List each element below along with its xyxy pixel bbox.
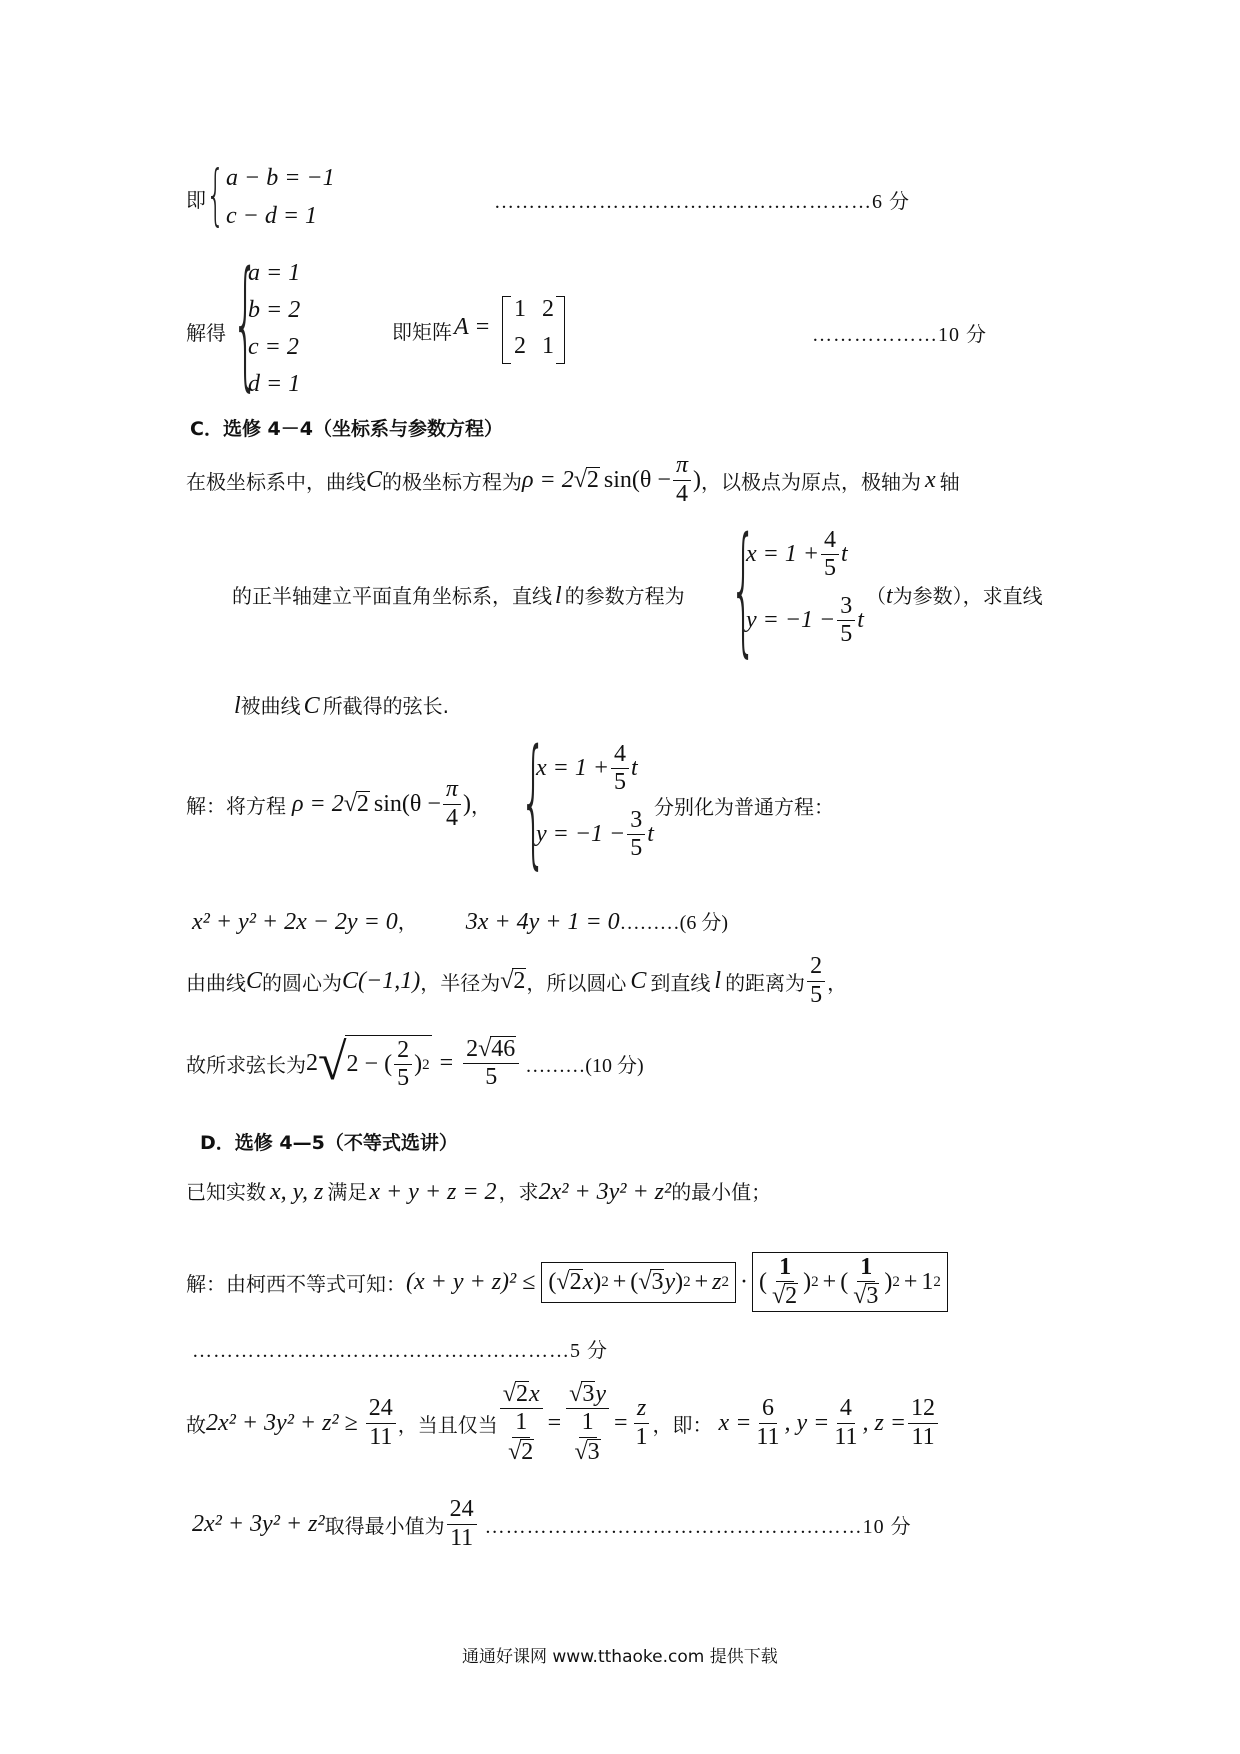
target: 2x² + 3y² + z²	[538, 1179, 672, 1205]
den: 5	[810, 981, 823, 1008]
frac-cond-1	[500, 1381, 543, 1465]
pi: π	[443, 777, 461, 804]
den: 5	[397, 1065, 410, 1091]
rho-eq: ρ = 2	[292, 790, 344, 817]
sqrt-radicand: 2	[569, 1268, 582, 1295]
section-c-title: C．选修 4－4（坐标系与参数方程）	[190, 418, 503, 440]
num	[463, 1036, 519, 1064]
inner-frac	[572, 1410, 604, 1464]
t: t	[886, 583, 893, 609]
param-x-eq	[746, 528, 848, 581]
x-var: x	[924, 466, 936, 493]
brace-icon: {	[730, 508, 757, 671]
text: 轴	[939, 469, 960, 494]
num: 4	[821, 528, 839, 555]
frac-2-5	[394, 1038, 412, 1091]
frac-4-5	[821, 528, 839, 581]
score: ………(10 分)	[525, 1054, 644, 1077]
num: z	[634, 1396, 649, 1423]
y-eq: y = −1 −	[536, 821, 626, 848]
frac-4-5	[611, 742, 629, 795]
sqrt-symbol: √	[502, 1381, 516, 1408]
den: 5	[824, 555, 837, 582]
four: 4	[445, 804, 458, 831]
text: 的最小值；	[671, 1180, 772, 1204]
x-eq: x = 1 +	[746, 541, 820, 568]
min-line	[192, 1494, 912, 1554]
section-d-title: D．选修 4—5（不等式选讲）	[200, 1132, 458, 1154]
num: 24	[366, 1396, 396, 1423]
matrix-label: 即矩阵	[392, 320, 452, 344]
result-frac	[463, 1036, 519, 1090]
text: 故所求弦长为	[186, 1052, 306, 1077]
frac-24-11	[366, 1396, 396, 1449]
brace-icon: {	[232, 242, 259, 405]
y-val: , y =	[784, 1409, 830, 1436]
pi: π	[673, 453, 691, 480]
sqrt-radicand: 3	[587, 1438, 600, 1465]
comma: ，	[827, 970, 848, 995]
geq-line: 故 2x² + 3y² + z² ≥ $\frac{24}{11}$ ，当且仅当 $\frac{√2x}{\frac{1}{√2}}$ = $\frac{√3y}{\frac{1}{√3}}$ = $\frac{z}{1}$ ，即： x = $\frac{6}{11}$ , y = $\frac{4}{11}$ , z = $\frac{12}{11}$	[186, 1378, 940, 1468]
dot: ·	[739, 1268, 748, 1295]
frac	[850, 1255, 882, 1309]
text: 解：将方程	[186, 793, 286, 818]
sqrt-radicand: 2	[515, 1381, 528, 1408]
center-radius-line	[186, 950, 847, 1012]
geq: ≥	[344, 1409, 358, 1436]
sqrt-symbol: √	[853, 1283, 867, 1309]
den: 5	[630, 835, 643, 862]
num: 4	[611, 742, 629, 769]
sqrt-radicand: 3	[651, 1268, 664, 1295]
frac	[769, 1255, 801, 1309]
sin-open: sin(θ −	[373, 790, 441, 817]
t: t	[857, 607, 864, 634]
sqrt-radicand: 2	[356, 790, 369, 817]
num: 1	[776, 1255, 794, 1282]
center-point: C(−1,1)	[342, 967, 421, 994]
block2-score: ………………10 分	[812, 324, 987, 346]
one: 1	[921, 1268, 934, 1295]
t: t	[647, 821, 654, 848]
y-eq: y = −1 −	[746, 607, 836, 634]
sqrt-symbol: √	[478, 1035, 492, 1062]
block1-score: ………………………………………………6 分	[494, 191, 910, 213]
den: 11	[911, 1423, 935, 1450]
den: 1	[635, 1423, 648, 1450]
lhs: (x + y + z)²	[406, 1268, 517, 1295]
frac-4-11	[831, 1396, 860, 1449]
den	[567, 1409, 609, 1464]
score: ………(6 分)	[619, 912, 728, 934]
text: 解：由柯西不等式可知：	[186, 1271, 406, 1296]
matrix-cell: 2	[542, 296, 554, 322]
num: 1	[857, 1255, 875, 1282]
target: 2x² + 3y² + z²	[206, 1409, 339, 1436]
text: ，求	[498, 1180, 539, 1204]
line-l: l	[555, 583, 562, 609]
den: 5	[485, 1064, 498, 1090]
num: √2x	[500, 1381, 543, 1409]
inner-frac	[505, 1410, 537, 1464]
text: 的圆心为	[262, 970, 343, 995]
den	[500, 1409, 542, 1464]
sol-param-x-eq	[536, 742, 638, 795]
bracket-group-2: ( $\frac{1}{√2}$ ) 2 + ( $\frac{1}{√3}$ ) 2 + 1 2	[752, 1252, 948, 1312]
text: 的参数方程为	[564, 584, 685, 608]
block1-lead: 即	[186, 188, 206, 212]
num: √3y	[566, 1381, 609, 1409]
text: 在极坐标系中，曲线	[186, 469, 366, 494]
solution-c-line1	[186, 776, 491, 832]
bracket-group-1: ( √ 2 x ) 2 + ( √ 3 y ) 2 + z 2	[541, 1262, 736, 1303]
den: 11	[834, 1423, 858, 1450]
sqrt-symbol: √	[771, 1283, 786, 1309]
text: 的正半轴建立平面直角坐标系，直线	[232, 584, 552, 608]
num: 3	[837, 594, 855, 621]
num: 1	[579, 1410, 597, 1437]
num: 3	[627, 808, 645, 835]
block1-eq1: a − b = −1	[226, 165, 335, 191]
sol-d: d = 1	[248, 371, 301, 397]
curve-c: C	[246, 967, 263, 994]
block2-lead: 解得	[186, 321, 226, 345]
text: 到直线	[650, 970, 711, 995]
text: ，当且仅当	[397, 1412, 498, 1437]
den: 5	[840, 621, 853, 648]
text: 由曲线	[186, 970, 246, 995]
sol-a: a = 1	[248, 260, 301, 286]
line-l: l	[714, 967, 722, 994]
sqrt-symbol: √	[556, 1268, 570, 1295]
chord-line	[186, 1028, 644, 1098]
text: 满足	[327, 1180, 368, 1204]
sqrt-radicand: 2 − ( $\frac{2}{5}$ ) 2	[346, 1036, 430, 1091]
text: 的极坐标方程为	[382, 469, 523, 494]
close-paren: )	[462, 790, 471, 817]
den	[572, 1438, 604, 1465]
num: 1	[512, 1410, 530, 1437]
rho-eq: ρ = 2	[522, 466, 574, 493]
matrix-left-bracket	[502, 296, 511, 364]
vars: x, y, z	[270, 1179, 324, 1205]
sqrt-symbol: √	[569, 1381, 583, 1408]
frac-2-5	[807, 954, 825, 1007]
matrix-cell: 1	[542, 333, 554, 359]
den: 5	[614, 769, 627, 796]
den	[505, 1438, 537, 1465]
two: 2	[466, 1035, 479, 1062]
brace-icon: {	[206, 156, 225, 233]
block1-eq2: c − d = 1	[226, 203, 318, 229]
num: 2	[807, 954, 825, 981]
den: 11	[756, 1423, 780, 1450]
sin-open: sin(θ −	[603, 466, 671, 493]
matrix-cell: 2	[514, 333, 526, 359]
text: （	[866, 584, 886, 608]
cauchy-line	[186, 1250, 948, 1314]
text: ，以极点为原点，极轴为	[700, 469, 921, 494]
num: 2	[394, 1038, 412, 1065]
line-eq: 3x + 4y + 1 = 0	[465, 909, 620, 935]
sqrt-radicand: 2	[521, 1438, 534, 1465]
solution-c-after: 分别化为普通方程：	[654, 795, 834, 819]
brace-icon: {	[520, 720, 547, 883]
den	[769, 1282, 801, 1309]
leq: ≤	[522, 1268, 536, 1295]
section-d-problem	[186, 1176, 771, 1206]
sqrt-symbol: √	[343, 790, 357, 817]
x-val: x =	[718, 1409, 752, 1436]
sqrt-radicand: 46	[491, 1035, 516, 1062]
target: 2x² + 3y² + z²	[192, 1510, 325, 1537]
sqrt-radicand: 2	[586, 466, 599, 493]
close: )	[414, 1051, 423, 1077]
section-d-score1: ………………………………………………5 分	[192, 1340, 608, 1362]
sqrt-symbol: √	[500, 967, 514, 994]
sqrt-symbol: √	[318, 1034, 347, 1091]
frac-3-5	[837, 594, 855, 647]
text: ，即：	[652, 1412, 713, 1437]
score: ………………………………………………10 分	[484, 1515, 912, 1538]
cond: x + y + z = 2	[369, 1179, 497, 1205]
four: 4	[675, 480, 688, 507]
text: ，所以圆心	[526, 970, 627, 995]
den	[850, 1282, 882, 1309]
section-c-line1	[186, 452, 960, 508]
line-l: l	[234, 693, 241, 719]
x-eq: x = 1 +	[536, 755, 610, 782]
param-note	[866, 580, 1043, 610]
z-val: , z =	[862, 1409, 907, 1436]
text: 已知实数	[186, 1180, 266, 1204]
text: 所截得的弦长.	[322, 694, 450, 718]
inner: 2 − (	[346, 1051, 393, 1077]
two: 2	[306, 1049, 318, 1076]
sep: ，	[397, 910, 418, 934]
sol-param-y-eq	[536, 808, 654, 861]
frac-12-11	[908, 1396, 938, 1449]
sol-c: c = 2	[248, 334, 299, 360]
text: ，半径为	[420, 970, 501, 995]
matrix-var: A =	[454, 314, 491, 340]
param-y-eq	[746, 594, 864, 647]
sol-b: b = 2	[248, 297, 301, 323]
frac-24-11	[447, 1497, 477, 1550]
t: t	[841, 541, 848, 568]
text: 的距离为	[725, 970, 806, 995]
num: 12	[908, 1396, 938, 1423]
equals: =	[439, 1049, 454, 1076]
comma: ，	[470, 793, 491, 818]
footer-watermark: 通通好课网 www.tthaoke.com 提供下载	[462, 1647, 778, 1667]
frac-6-11	[753, 1396, 782, 1449]
text: 故	[186, 1412, 206, 1437]
curve-c: C	[630, 967, 647, 994]
matrix-right-bracket	[556, 296, 565, 364]
curve-c: C	[303, 693, 320, 719]
section-c-line3	[234, 690, 449, 720]
sqrt-symbol: √	[574, 1438, 588, 1465]
sqrt-symbol: √	[573, 466, 587, 493]
text: 被曲线	[240, 694, 301, 718]
num: 24	[447, 1497, 477, 1524]
standard-equations	[192, 906, 728, 936]
sqrt-symbol: √	[508, 1438, 522, 1465]
section-c-line2	[232, 580, 685, 610]
matrix-cell: 1	[514, 296, 526, 322]
sqrt-radicand: 3	[582, 1381, 595, 1408]
den: 11	[450, 1524, 474, 1551]
frac-cond-2	[566, 1381, 609, 1465]
circle-eq: x² + y² + 2x − 2y = 0	[192, 909, 398, 935]
text: 为参数），求直线	[892, 584, 1043, 608]
frac-z-1	[633, 1396, 651, 1449]
num: 4	[837, 1396, 855, 1423]
den: 11	[369, 1423, 393, 1450]
text: 取得最小值为	[324, 1513, 445, 1538]
sqrt-symbol: √	[638, 1268, 652, 1295]
close-paren: )	[692, 466, 701, 493]
t: t	[631, 755, 638, 782]
sqrt-radicand: 3	[866, 1283, 879, 1309]
pi-over-4	[443, 777, 461, 830]
sqrt-radicand: 2	[513, 967, 526, 994]
num: 6	[759, 1396, 777, 1423]
pi-over-4	[673, 453, 691, 506]
frac-3-5	[627, 808, 645, 861]
curve-c: C	[366, 466, 383, 493]
sqrt-radicand: 2	[785, 1283, 798, 1309]
